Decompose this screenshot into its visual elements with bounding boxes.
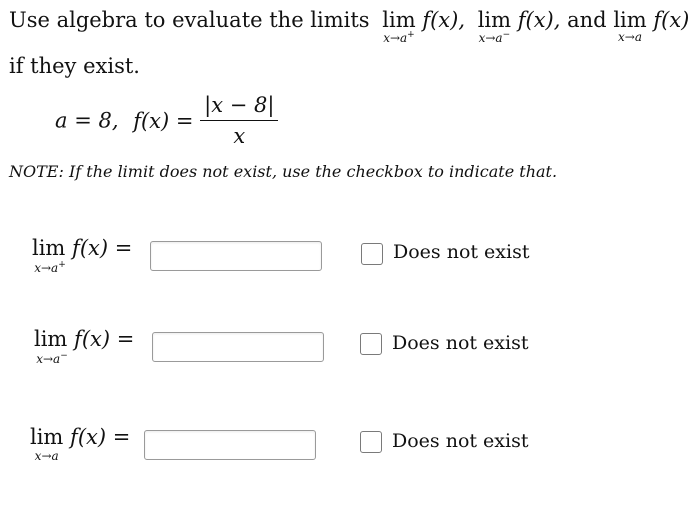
row-limit-two-sided: lim x→a f(x) = xyxy=(30,425,131,463)
given-function xyxy=(55,93,278,148)
question-lead: Use algebra to evaluate the limits xyxy=(9,8,370,32)
question-tail: if they exist. xyxy=(9,54,140,78)
answer-input-right-limit[interactable] xyxy=(150,241,322,271)
row-limit-left: lim x→a− f(x) = xyxy=(34,327,135,366)
question-text: Use algebra to evaluate the limits lim x→a+ f(x), lim x→a− f(x), and lim x→a f(x) xyxy=(9,8,690,45)
a-value: a = 8, xyxy=(55,108,119,133)
dne-label-right: Does not exist xyxy=(393,241,530,263)
fraction-numerator: |x − 8| xyxy=(200,93,278,121)
f-definition: f(x) = xyxy=(133,108,194,133)
answer-input-left-limit[interactable] xyxy=(152,332,324,362)
answer-input-two-sided-limit[interactable] xyxy=(144,430,316,460)
limit-right-notation: lim x→a+ xyxy=(382,8,416,45)
dne-checkbox-left[interactable] xyxy=(360,333,382,355)
note-text: NOTE: If the limit does not exist, use the checkbox to indicate that. xyxy=(9,162,558,181)
dne-checkbox-right[interactable] xyxy=(361,243,383,265)
dne-label-two-sided: Does not exist xyxy=(392,430,529,452)
dne-checkbox-two-sided[interactable] xyxy=(360,431,382,453)
fraction xyxy=(200,93,278,148)
dne-label-left: Does not exist xyxy=(392,332,529,354)
limit-two-sided-notation: lim x→a xyxy=(613,8,647,44)
limit-left-notation: lim x→a− xyxy=(477,8,512,45)
fraction-denominator: x xyxy=(233,124,246,148)
row-limit-right: lim x→a+ f(x) = xyxy=(32,236,133,275)
